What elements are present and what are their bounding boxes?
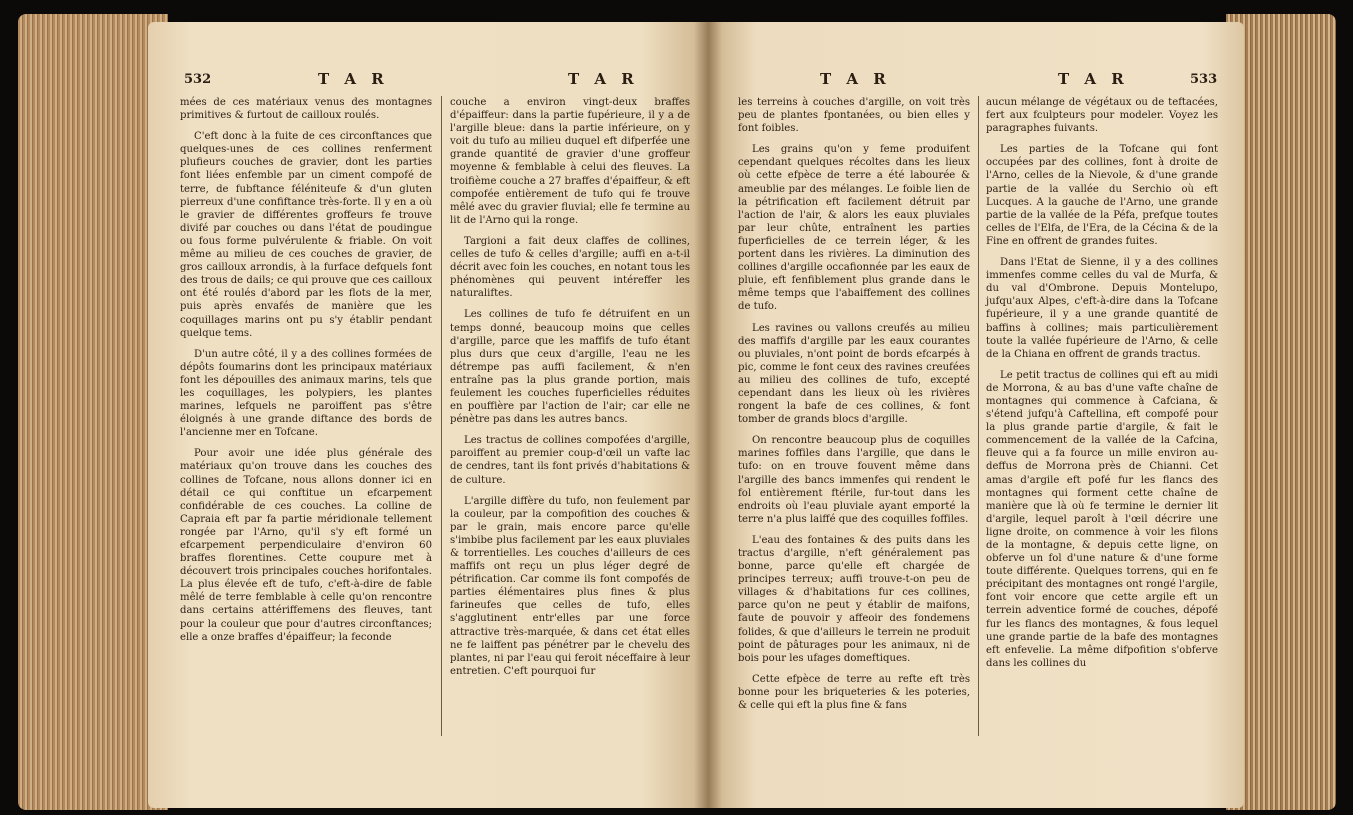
open-book	[18, 10, 1336, 810]
paragraph: Les tractus de collines compofées d'argille, paroiffent au premier coup-d'œil un vafte lac de cendres, tant ils font privés d'habitations & de culture.	[450, 435, 690, 486]
paragraph: Dans l'Etat de Sienne, il y a des collines immenfes comme celles du val de Murfa, & du val d'Ombrone. Depuis Montelupo, jufqu'aux Alpes, c'eft-à-dire dans la Tofcane fupérieure, il y a une grande quantité de baffins à collines; mais particulièrement toute la vallée fupérieure de l'Arno, & celle de la Chiana en offrent de grands tractus.	[986, 257, 1218, 360]
paragraph: Cette efpèce de terre au refte eft très bonne pour les briqueteries & les poteries, & celle qui eft la plus fine & fans	[738, 673, 970, 712]
running-head-left-col1: T A R	[318, 70, 389, 88]
column-rule	[978, 96, 979, 736]
left-page	[148, 22, 708, 808]
running-head-right-col2: T A R	[1058, 70, 1129, 88]
paragraph: Les grains qu'on y feme produifent cependant quelques récoltes dans les lieux où cette efpèce de terre a été labourée & ameublie par des mélanges. Le foible lien de la pétrification eft facilement détruit par l'action de l'air, & alors les eaux pluviales par leur chûte, entraînent les parties fuperficielles de ce terrein léger, & les portent dans les rivières. La diminution des collines d'argille occafionnée par les eaux de pluie, eft fenfiblement plus grande dans le même temps que l'abaiffement des collines de tufo.	[738, 144, 970, 313]
book-gutter	[694, 22, 722, 808]
running-head-left-col2: T A R	[568, 70, 639, 88]
paragraph: C'eft donc à la fuite de ces circonftances que quelques-unes de ces collines renferment plufieurs couches de gravier, dont les parties font liées enfemble par un ciment compofé de terre, de fubftance féléniteufe & d'un gluten pierreux d'une confiftance très-forte. Il y en a où le gravier de différentes groffeurs fe trouve divifé par couches ou dans l'état de poudingue ou fous forme pulvérulente & friable. On voit même au milieu de ces couches de gravier, de gros cailloux arrondis, à la furface defquels font des trous de dails; ce qui prouve que ces cailloux ont été roulés d'abord par les flots de la mer, puis après envafés de manière que les coquillages marins ont pu s'y établir pendant quelque tems.	[180, 131, 432, 339]
paragraph: Targioni a fait deux claffes de collines, celles de tufo & celles d'argille; auffi en a-t-il décrit avec foin les couches, en notant tous les phénomènes qui peuvent intéreffer les naturaliftes.	[450, 235, 690, 300]
page-number-left: 532	[184, 72, 212, 87]
paragraph: Les collines de tufo fe détruifent en un temps donné, beaucoup moins que celles d'argille, parce que les maffifs de tufo étant plus durs que ceux d'argille, l'eau ne les détrempe pas auffi facilement, & n'en entraîne pas la plus grande portion, mais feulement les couches fuperficielles réduites en pouffière par l'action de l'air; car elle ne pénètre pas dans les autres bancs.	[450, 309, 690, 426]
paragraph: couche a environ vingt-deux braffes d'épaiffeur: dans la partie fupérieure, il y a de l'argille bleue: dans la partie inférieure, on y voit du tufo au milieu duquel eft difperfée une grande quantité de gravier d'une groffeur moyenne & femblable à celui des fleuves. La troifième couche a 27 braffes d'épaiffeur, & eft compofée entièrement de tufo qui fe trouve mêlé avec du gravier fluvial; elle fe termine au lit de l'Arno qui la ronge.	[450, 97, 690, 226]
paragraph: On rencontre beaucoup plus de coquilles marines foffiles dans l'argille, que dans le tufo: on en trouve fouvent même dans l'argille des bancs immenfes qui rendent le fol entièrement ftérile, fur-tout dans les endroits où l'eau pluviale ayant emporté la terre n'a plus laiffé que des coquilles foffiles.	[738, 435, 970, 525]
paragraph: L'argille diffère du tufo, non feulement par la couleur, par la compofition des couches & par le grain, mais encore parce qu'elle s'imbibe plus facilement par les eaux pluviales & torrentielles. Les couches d'ailleurs de ces maffifs ont reçu un plus léger degré de pétrification. Car comme ils font compofés de parties élémentaires plus fines & plus farineufes que celles de tufo, elles s'agglutinent entr'elles par une force attractive très-marquée, & dans cet état elles ne fe laiffent pas pénétrer par le chevelu des plantes, ni par l'eau qui feroit néceffaire à leur entretien. C'eft pourquoi fur	[450, 495, 690, 677]
page-edges-left	[18, 14, 168, 810]
paragraph: L'eau des fontaines & des puits dans les tractus d'argille, n'eft généralement pas bonne, parce qu'elle eft chargée de principes terreux; auffi trouve-t-on peu de villages & d'habitations fur ces collines, parce qu'on ne peut y établir de maifons, faute de pouvoir y affeoir des fondemens folides, & que d'ailleurs le terrein ne produit point de pâturages pour les animaux, ni de bois pour les ufages domeftiques.	[738, 534, 970, 664]
paragraph: mées de ces matériaux venus des montagnes primitives & furtout de cailloux roulés.	[180, 97, 432, 122]
right-page-column-2	[986, 96, 1218, 678]
paragraph: aucun mélange de végétaux ou de teftacées, fert aux fculpteurs pour modeler. Voyez les paragraphes fuivants.	[986, 97, 1218, 135]
column-rule	[441, 96, 442, 736]
right-page-column-1	[738, 96, 970, 720]
paragraph: Pour avoir une idée plus générale des matériaux qu'on trouve dans les couches des collines de Tofcane, nous allons donner ici en détail ce qui conftitue un efcarpement confidérable de ces couches. La colline de Capraia eft par fa partie méridionale tellement rongée par l'Arno, qu'il s'y eft formé un efcarpement perpendiculaire d'environ 60 braffes florentines. Cette coupure met à découvert trois principales couches horifontales. La plus élevée eft de tufo, c'eft-à-dire de fable mêlé de terre femblable à celle qu'on rencontre dans certains attériffemens des fleuves, tant pour la couleur que pour d'autres circonftances; elle a onze braffes d'épaiffeur; la feconde	[180, 448, 432, 643]
left-page-column-2	[450, 96, 690, 686]
paragraph: D'un autre côté, il y a des collines formées de dépôts foumarins dont les principaux matériaux font les dépouilles des animaux marins, tels que les coquillages, les polypiers, les plantes marines, lefquels ne paroiffent pas s'être éloignés à une grande diftance des bords de l'ancienne mer en Tofcane.	[180, 348, 432, 439]
paragraph: Le petit tractus de collines qui eft au midi de Morrona, & au bas d'une vafte chaîne de montagnes qui commence à Cafciana, & s'étend jufqu'à Caftellina, eft compofé pour la plus grande partie d'argile, & fait le commencement de la vallée de la Cafcina, fleuve qui a fa fource un mille environ au-deffus de Morrona près de Chianni. Cet amas d'argile eft pofé fur les flancs des montagnes qui forment cette chaîne de manière que là où fe termine le dernier lit d'argile, lequel paroît à l'œil décrire une ligne droite, on commence à voir les filons de la montagne, & depuis cette ligne, on obferve un fol d'une nature & d'une forme toute différente. Quelques torrens, qui en fe précipitant des montagnes ont rongé l'argile, font voir encore que cette argile eft un terrein adventice formé de couches, dépofé fur les flancs des montagnes, & fous lequel une grande partie de la bafe des montagnes eft enfevelie. La même difpofition s'obferve dans les collines du	[986, 369, 1218, 669]
running-head-right-col1: T A R	[820, 70, 891, 88]
paragraph: Les ravines ou vallons creufés au milieu des maffifs d'argille par les eaux courantes ou pluviales, n'ont point de bords efcarpés à pic, comme le font ceux des ravines creufées au milieu des collines de tufo, excepté cependant dans les lieux où les rivières rongent la bafe de ces collines, & font tomber de grands blocs d'argille.	[738, 322, 970, 426]
left-page-column-1	[180, 96, 432, 652]
page-number-right: 533	[1190, 72, 1218, 87]
right-page	[708, 22, 1244, 808]
paragraph: Les parties de la Tofcane qui font occupées par des collines, font à droite de l'Arno, celles de la Nievole, & d'une grande partie de la vallée du Serchio où eft Lucques. A la gauche de l'Arno, une grande partie de la vallée de la Péfa, prefque toutes celles de l'Elfa, de l'Era, de la Cécina & de la Fine en offrent de grandes fuites.	[986, 144, 1218, 247]
paragraph: les terreins à couches d'argille, on voit très peu de plantes fpontanées, ou bien elles y font foibles.	[738, 97, 970, 135]
